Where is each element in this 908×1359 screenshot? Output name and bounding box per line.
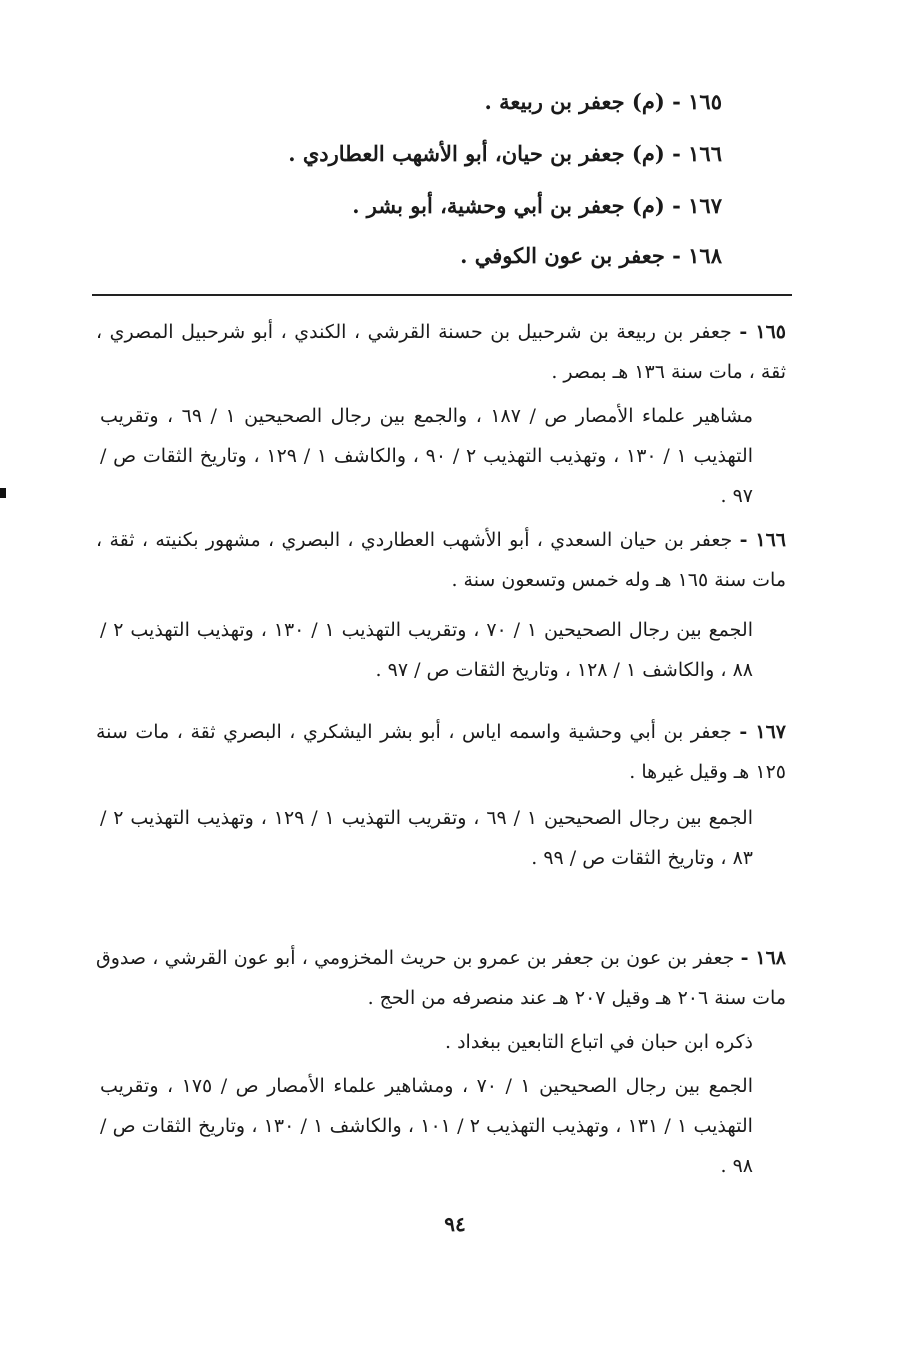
entry-166-number: ١٦٦ - xyxy=(739,529,786,551)
entry-165-sources: مشاهير علماء الأمصار ص / ١٨٧ ، والجمع بين رجال الصحيحين ١ / ٦٩ ، وتقريب التهذيب ١ / ١٣٠ ، وتهذيب التهذيب ٢ / ٩٠ ، والكاشف ١ / ١٢٩ ، وتاريخ الثقات ص / ٩٧ . xyxy=(100,405,754,507)
entry-165-number: ١٦٥ - xyxy=(739,321,786,343)
headline-168: ١٦٨ - جعفر بن عون الكوفي . xyxy=(460,243,722,268)
scan-edge-mark xyxy=(0,488,6,498)
entry-165-bio-text: جعفر بن ربيعة بن شرحبيل بن حسنة القرشي ، الكندي ، أبو شرحبيل المصري ، ثقة ، مات سنة ١٣٦ هـ بمصر . xyxy=(96,321,786,383)
entry-167-sources: الجمع بين رجال الصحيحين ١ / ٦٩ ، وتقريب التهذيب ١ / ١٢٩ ، وتهذيب التهذيب ٢ / ٨٣ ، وتاريخ الثقات ص / ٩٩ . xyxy=(100,807,753,869)
entry-167-bio-text: جعفر بن أبي وحشية واسمه اياس ، أبو بشر اليشكري ، البصري ثقة ، مات سنة ١٢٥ هـ وقيل غيرها . xyxy=(96,721,786,783)
entry-167-bio xyxy=(96,712,786,792)
entry-168-bio-text: جعفر بن عون بن جعفر بن عمرو بن حريث المخزومي ، أبو عون القرشي ، صدوق مات سنة ٢٠٦ هـ وقيل ٢٠٧ هـ عند منصرفه من الحج . xyxy=(96,947,786,1009)
entry-168-sources: الجمع بين رجال الصحيحين ١ / ٧٠ ، ومشاهير علماء الأمصار ص / ١٧٥ ، وتقريب التهذيب ١ / ١٣١ ، وتهذيب التهذيب ٢ / ١٠١ ، والكاشف ١ / ١٣٠ ، وتاريخ الثقات ص / ٩٨ . xyxy=(100,1075,753,1177)
footnote-separator xyxy=(92,294,792,296)
entry-166-bio xyxy=(96,520,786,600)
entry-166-bio-text: جعفر بن حيان السعدي ، أبو الأشهب العطاردي ، البصري ، مشهور بكنيته ، ثقة ، مات سنة ١٦٥ هـ وله خمس وتسعون سنة . xyxy=(96,529,786,591)
headline-165: ١٦٥ - (م) جعفر بن ربيعة . xyxy=(484,89,722,114)
entry-166-sources: الجمع بين رجال الصحيحين ١ / ٧٠ ، وتقريب التهذيب ١ / ١٣٠ ، وتهذيب التهذيب ٢ / ٨٨ ، والكاشف ١ / ١٢٨ ، وتاريخ الثقات ص / ٩٧ . xyxy=(100,619,753,681)
headline-167: ١٦٧ - (م) جعفر بن أبي وحشية، أبو بشر . xyxy=(352,193,722,218)
entry-168-bio xyxy=(96,938,786,1018)
page-number: ٩٤ xyxy=(444,1212,466,1236)
entry-165-bio xyxy=(96,312,786,392)
entry-168-number: ١٦٨ - xyxy=(740,947,786,969)
entry-167-number: ١٦٧ - xyxy=(739,721,786,743)
headline-166: ١٦٦ - (م) جعفر بن حيان، أبو الأشهب العطاردي . xyxy=(288,141,722,166)
entry-168-extra: ذكره ابن حبان في اتباع التابعين ببغداد . xyxy=(445,1031,753,1053)
